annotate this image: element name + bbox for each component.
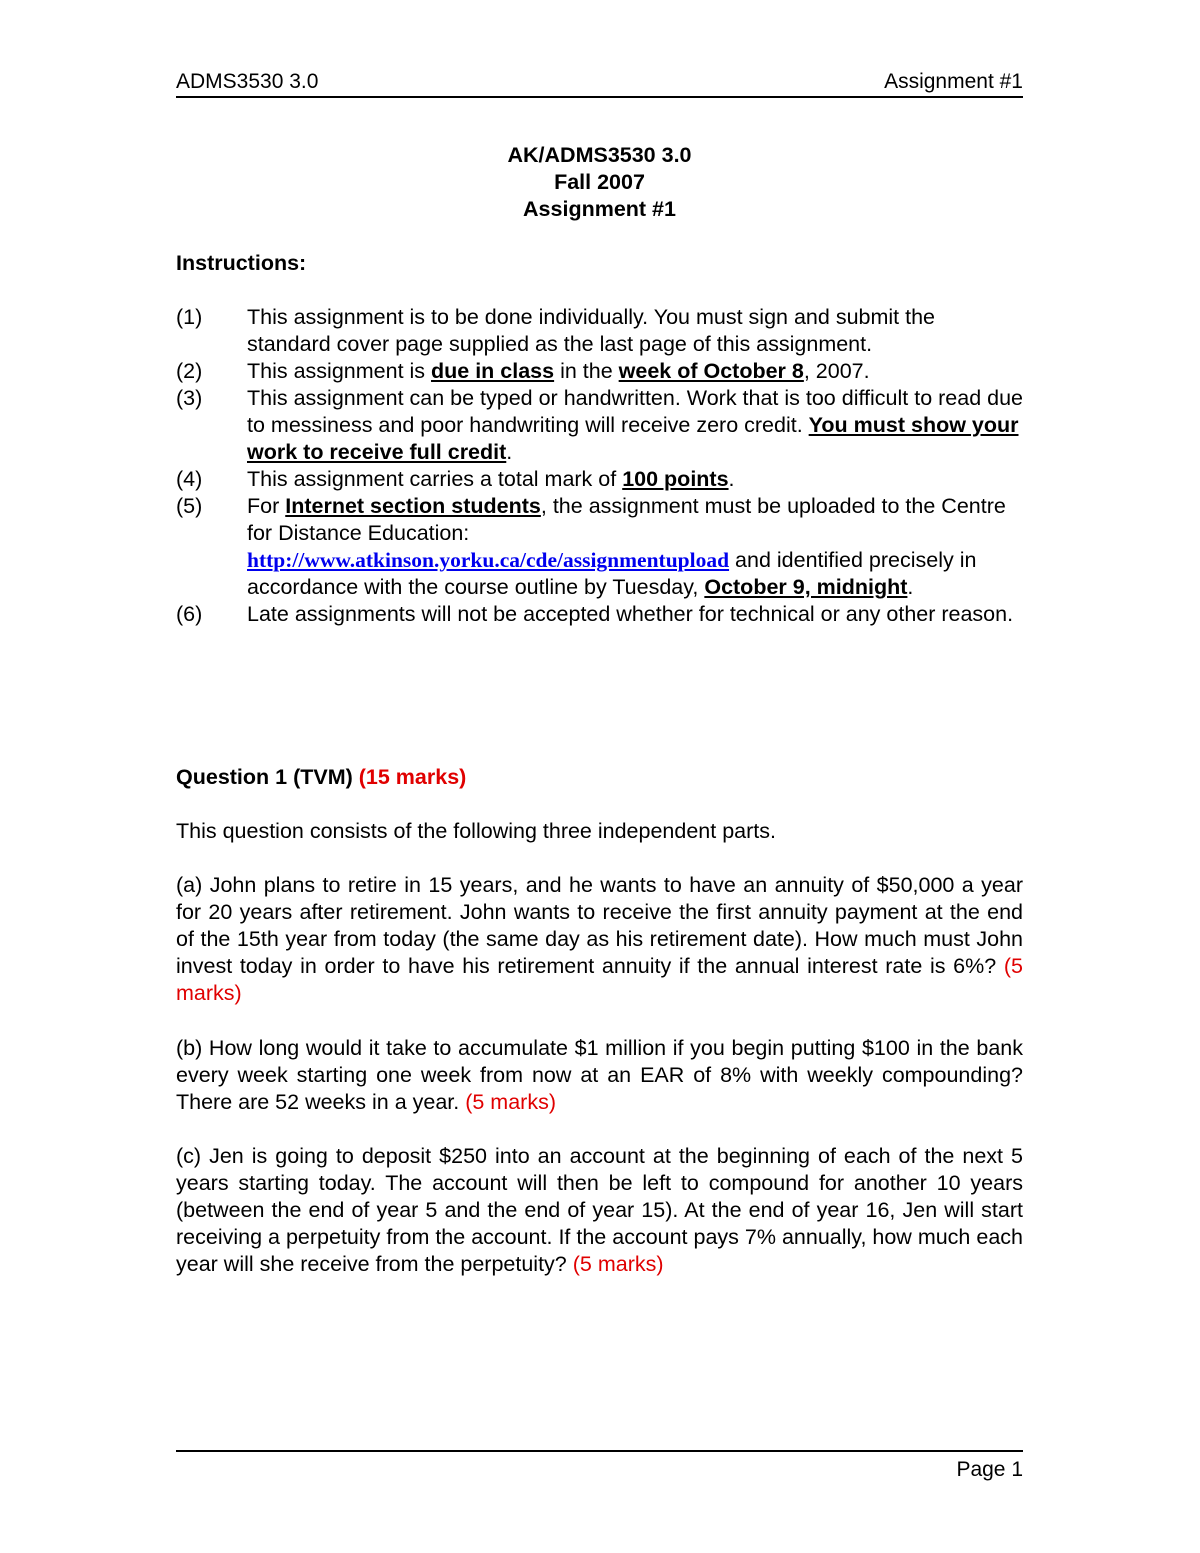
part-marks: (5 marks)	[176, 954, 1023, 1005]
instruction-number: (6)	[176, 602, 203, 626]
instruction-number: (5)	[176, 494, 203, 518]
upload-link[interactable]: http://www.atkinson.yorku.ca/cde/assignmentupload	[247, 548, 730, 572]
emphasis-due-in-class: due in class	[431, 359, 555, 383]
instruction-number: (4)	[176, 467, 203, 491]
instructions-list	[176, 304, 1023, 628]
instructions-heading: Instructions:	[176, 251, 307, 275]
instruction-item-1	[176, 304, 1023, 358]
instruction-item-6	[176, 601, 1023, 628]
question-1-marks: (15 marks)	[358, 765, 467, 789]
instruction-number: (2)	[176, 359, 203, 383]
instruction-text: Late assignments will not be accepted whether for technical or any other reason.	[247, 602, 1014, 626]
instruction-text: For	[247, 494, 286, 518]
emphasis-show-work: You must show your work to receive full credit	[247, 413, 1019, 464]
question-1-intro: This question consists of the following three independent parts.	[176, 819, 776, 843]
instruction-item-2	[176, 358, 1023, 385]
instruction-item-5	[176, 493, 1023, 601]
emphasis-internet-students: Internet section students	[285, 494, 541, 518]
part-text: (c) Jen is going to deposit $250 into an account at the beginning of each of the next 5 years starting today. The account will then be left to compound for another 10 years (between the end of year 5 and the end of year 15). At the end of year 16, Jen will start receiving a perpetuity from the account. If the account pays 7% annually, how much each year will she receive from the perpetuity?	[176, 1144, 1023, 1276]
instruction-text: This assignment is to be done individually. You must sign and submit the standard cover page supplied as the last page of this assignment.	[247, 305, 935, 356]
instruction-text: This assignment carries a total mark of	[247, 467, 623, 491]
question-1-part-c	[176, 1143, 1023, 1278]
question-1-part-a	[176, 872, 1023, 1007]
page-number: Page 1	[956, 1458, 1023, 1481]
instruction-text: , 2007.	[803, 359, 870, 383]
instruction-text: This assignment is	[247, 359, 432, 383]
emphasis-due-week: week of October 8	[618, 359, 804, 383]
question-1-title: Question 1 (TVM)	[176, 765, 359, 789]
instruction-text: This assignment can be typed or handwritten. Work that is too difficult to read due to messiness and poor handwriting will receive zero credit.	[247, 386, 1024, 437]
emphasis-deadline: October 9, midnight	[704, 575, 908, 599]
instruction-text: .	[907, 575, 914, 599]
title-term: Fall 2007	[554, 170, 645, 194]
header-assignment-label: Assignment #1	[884, 70, 1023, 93]
instruction-text: , the assignment must be uploaded to the Centre for Distance Education:	[247, 494, 1006, 545]
part-marks: (5 marks)	[572, 1252, 664, 1276]
page-footer	[176, 1450, 1023, 1481]
question-1-part-b	[176, 1035, 1023, 1116]
instruction-text: in the	[554, 359, 619, 383]
question-1-heading	[176, 764, 466, 791]
instruction-text: and identified precisely in accordance with the course outline by Tuesday,	[247, 548, 977, 599]
part-text: (b) How long would it take to accumulate $1 million if you begin putting $100 in the bank every week starting one week from now at an EAR of 8% with weekly compounding? There are 52 weeks in a year.	[176, 1036, 1023, 1114]
emphasis-total-points: 100 points	[622, 467, 729, 491]
title-course: AK/ADMS3530 3.0	[507, 143, 692, 167]
page-header	[176, 70, 1023, 98]
title-assignment: Assignment #1	[523, 197, 676, 221]
instruction-text: .	[506, 440, 513, 464]
part-text: (a) John plans to retire in 15 years, and he wants to have an annuity of $50,000 a year for 20 years after retirement. John wants to receive the first annuity payment at the end of the 15th year from today (the same day as his retirement date). How much must John invest today in order to have his retirement annuity if the annual interest rate is 6%?	[176, 873, 1023, 978]
instruction-number: (3)	[176, 386, 203, 410]
instruction-number: (1)	[176, 305, 203, 329]
instruction-item-4	[176, 466, 1023, 493]
instruction-text: .	[728, 467, 735, 491]
instruction-item-3	[176, 385, 1023, 466]
part-marks: (5 marks)	[465, 1090, 556, 1114]
header-course-code: ADMS3530 3.0	[176, 70, 319, 93]
document-title	[176, 142, 1023, 223]
